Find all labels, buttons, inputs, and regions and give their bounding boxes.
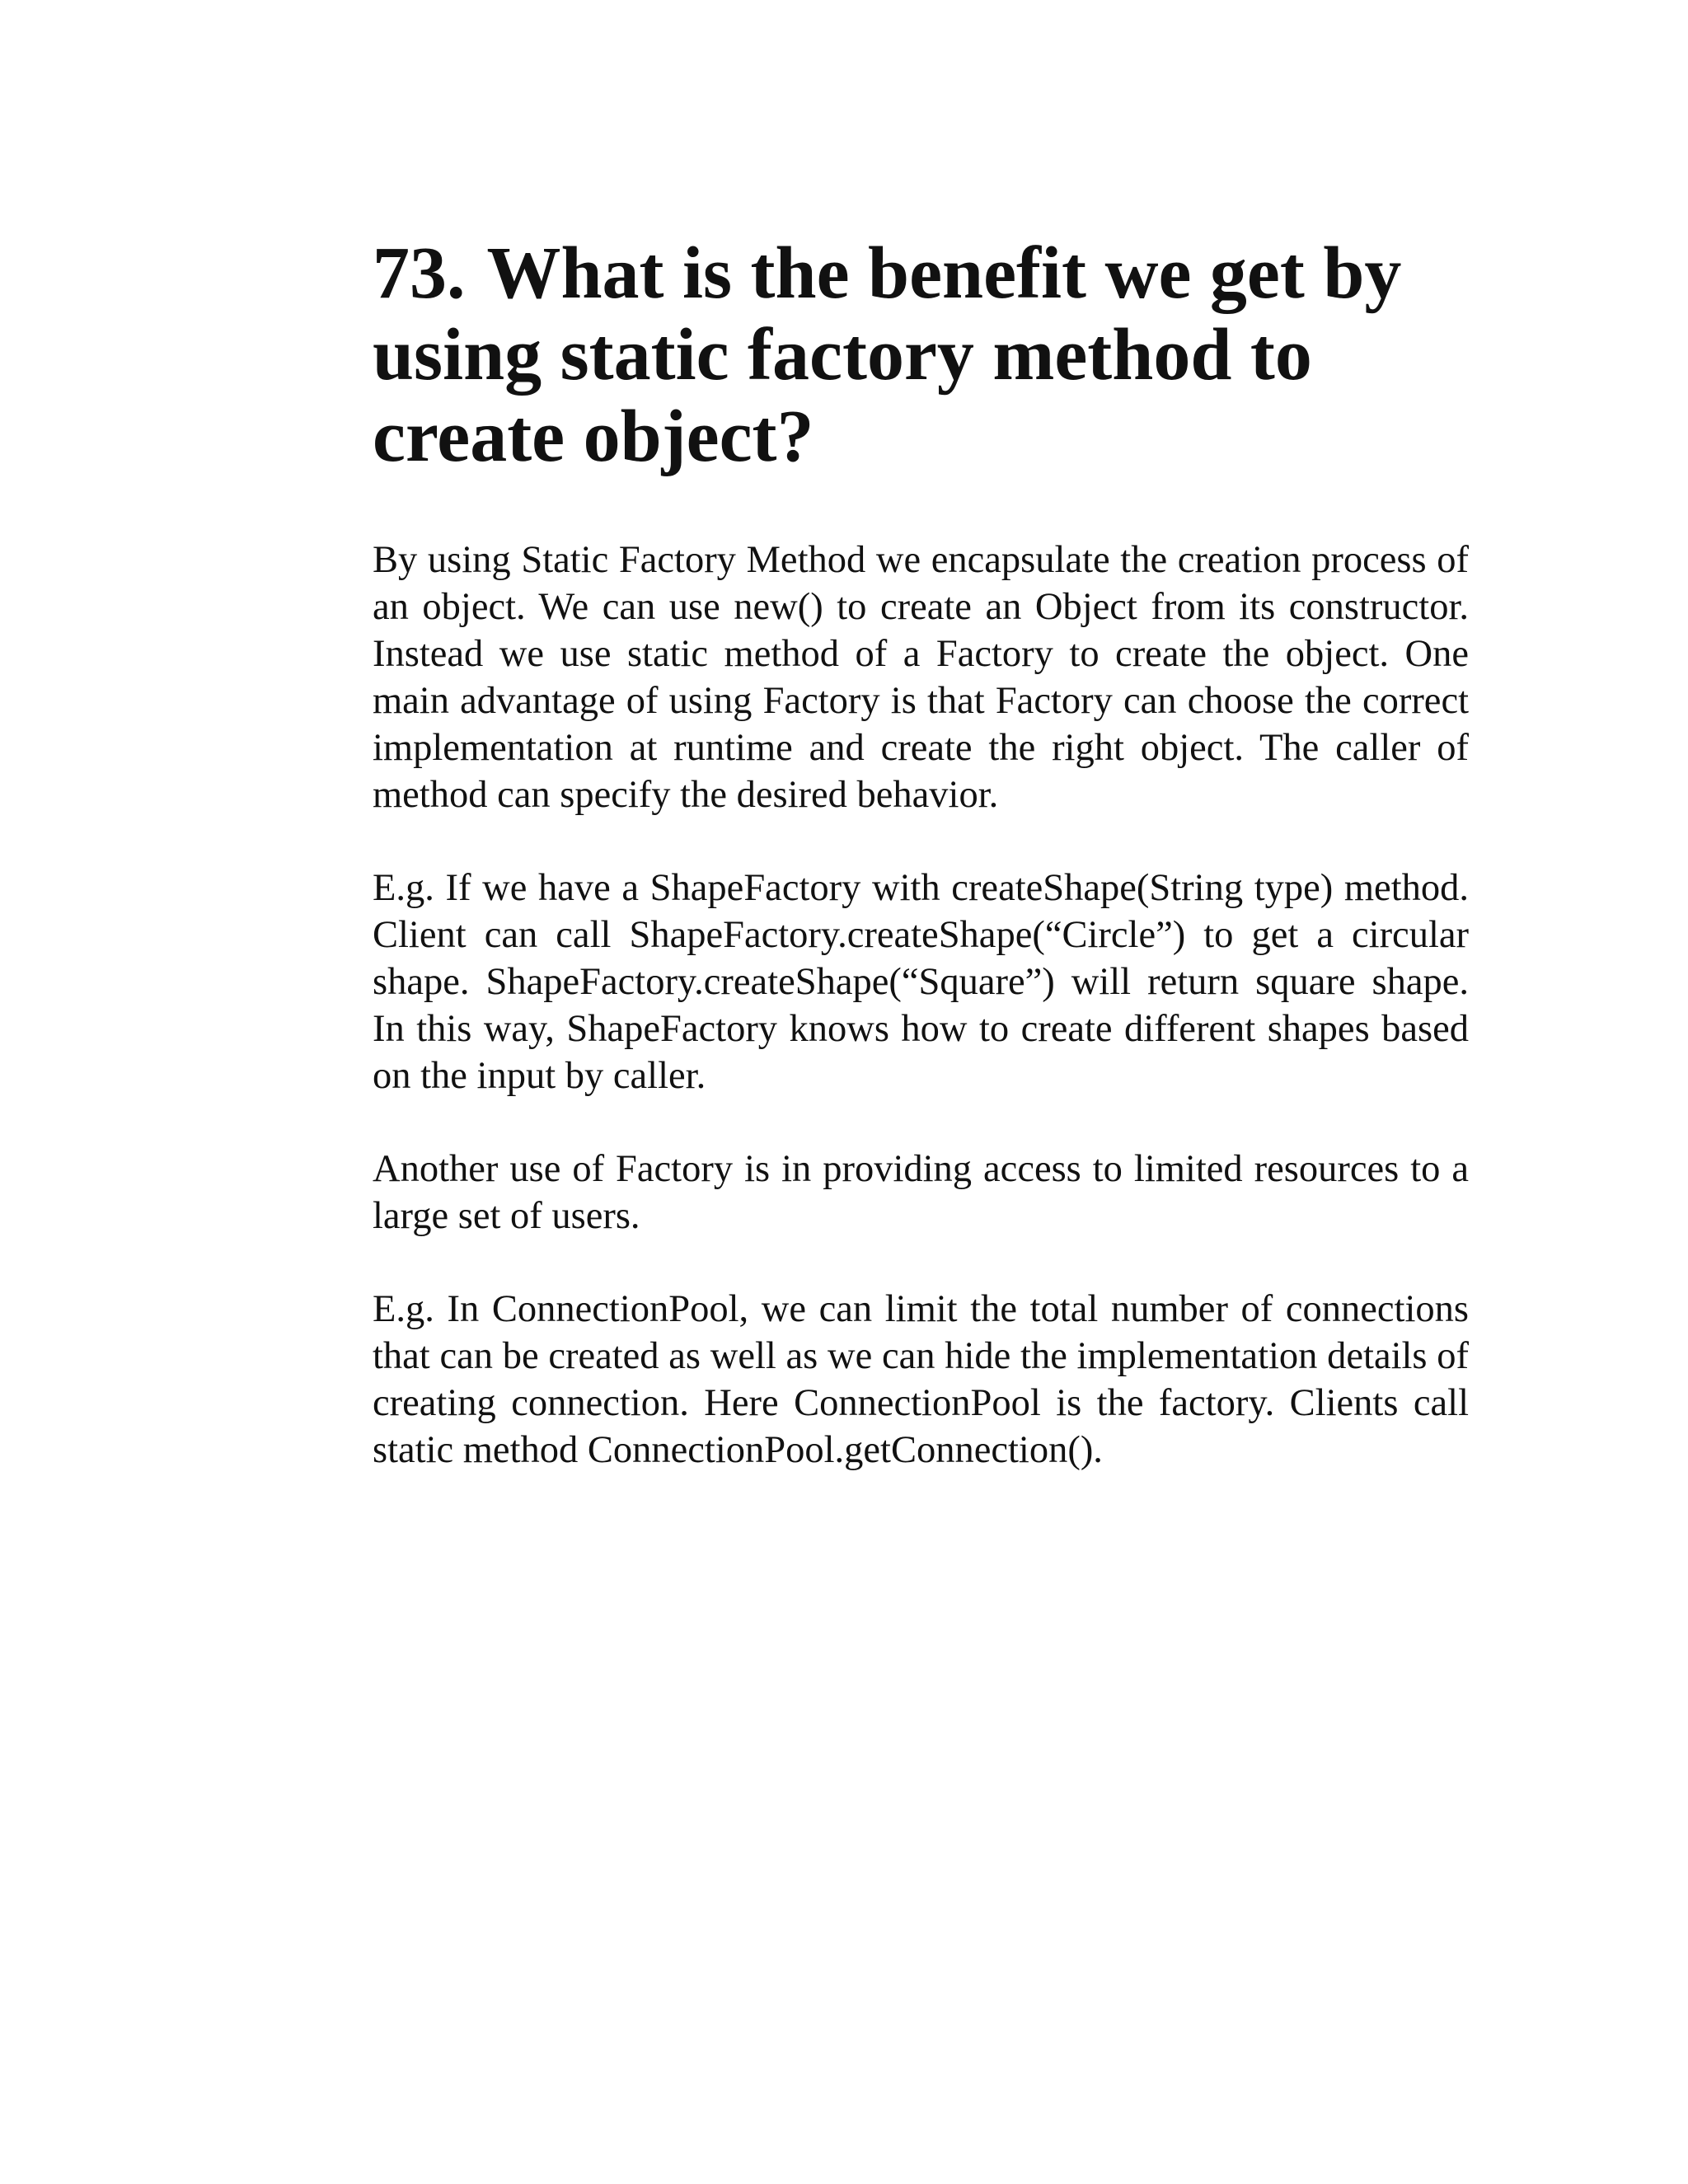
document-page	[373, 232, 1469, 1520]
question-title: What is the benefit we get by using static factory method to create object?	[373, 232, 1402, 477]
question-number: 73.	[373, 232, 466, 314]
answer-body	[373, 537, 1469, 1474]
paragraph: E.g. In ConnectionPool, we can limit the total number of connections that can be created as well as we can hide the implementation details of creating connection. Here ConnectionPool is the factory. Clients call static method ConnectionPool.getConnection().	[373, 1288, 1469, 1471]
question-heading	[373, 232, 1469, 477]
paragraph: Another use of Factory is in providing access to limited resources to a large set of users.	[373, 1148, 1469, 1237]
paragraph: E.g. If we have a ShapeFactory with createShape(String type) method. Client can call ShapeFactory.createShape(“Circle”) to get a circular shape. ShapeFactory.createShape(“Square”) will return square shape. In this way, ShapeFactory knows how to create different shapes based on the input by caller.	[373, 867, 1469, 1097]
paragraph: By using Static Factory Method we encapsulate the creation process of an object. We can use new() to create an Object from its constructor. Instead we use static method of a Factory to create the object. One main advantage of using Factory is that Factory can choose the correct implementation at runtime and create the right object. The caller of method can specify the desired behavior.	[373, 539, 1469, 816]
